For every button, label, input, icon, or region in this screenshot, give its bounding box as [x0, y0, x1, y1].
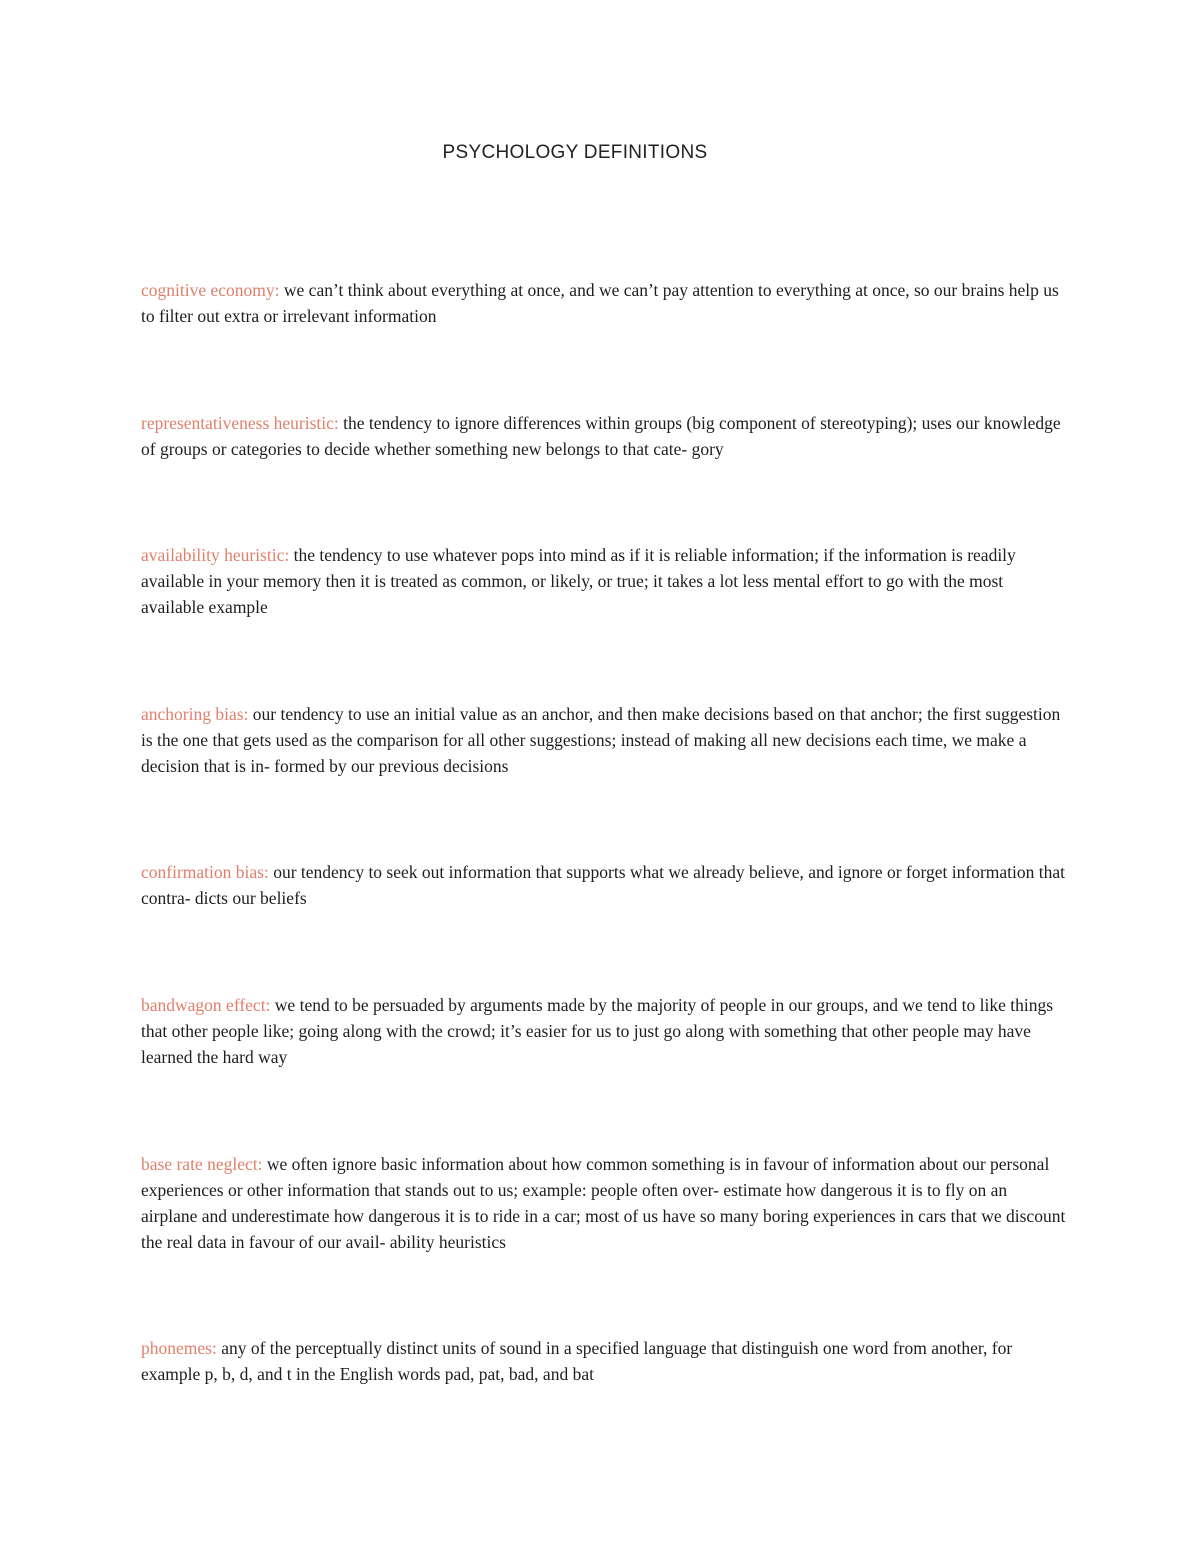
definition-entry — [141, 1151, 1066, 1255]
definition-term: bandwagon effect: — [141, 995, 271, 1015]
definition-text: our tendency to seek out information that supports what we already believe, and ignore or forget information that contra- dicts our beliefs — [141, 862, 1066, 908]
definition-text: we can’t think about everything at once, and we can’t pay attention to everything at once, so our brains help us to filter out extra or irrelevant information — [141, 280, 1059, 326]
definition-text: the tendency to use whatever pops into mind as if it is reliable information; if the information is readily available in your memory then it is treated as common, or likely, or true; it takes a lot less mental effort to go with the most available example — [141, 545, 1016, 617]
definition-entry — [141, 1335, 1066, 1387]
definition-entry — [141, 410, 1066, 462]
definition-term: representativeness heuristic: — [141, 413, 339, 433]
definition-term: anchoring bias: — [141, 704, 249, 724]
definition-text: we often ignore basic information about how common something is in favour of information about our personal experiences or other information that stands out to us; example: people often over- estimate how dangerous it is to fly on an airplane and underestimate how dangerous it is to ride in a car; most of us have so many boring experiences in cars that we discount the real data in favour of our avail- ability heuristics — [141, 1154, 1066, 1252]
definition-text: we tend to be persuaded by arguments made by the majority of people in our groups, and we tend to like things that other people like; going along with the crowd; it’s easier for us to just go along with something that other people may have learned the hard way — [141, 995, 1054, 1067]
document-title: PSYCHOLOGY DEFINITIONS — [442, 142, 708, 163]
definition-term: cognitive economy: — [141, 280, 280, 300]
definition-entry — [141, 992, 1066, 1070]
definition-entry — [141, 701, 1066, 779]
definition-entry — [141, 542, 1066, 620]
definition-term: phonemes: — [141, 1338, 217, 1358]
definition-term: availability heuristic: — [141, 545, 290, 565]
definition-term: base rate neglect: — [141, 1154, 263, 1174]
definition-entry — [141, 277, 1066, 329]
definition-text: the tendency to ignore differences within groups (big component of stereotyping); uses our knowledge of groups or categories to decide whether something new belongs to that cate- gory — [141, 413, 1061, 459]
definition-term: confirmation bias: — [141, 862, 269, 882]
definition-text: our tendency to use an initial value as an anchor, and then make decisions based on that anchor; the first suggestion is the one that gets used as the comparison for all other suggestions; instead of making all new decisions each time, we make a decision that is in- formed by our previous decisions — [141, 704, 1061, 776]
definition-entry — [141, 859, 1066, 911]
definition-text: any of the perceptually distinct units of sound in a specified language that distinguish one word from another, for example p, b, d, and t in the English words pad, pat, bad, and bat — [141, 1338, 1013, 1384]
